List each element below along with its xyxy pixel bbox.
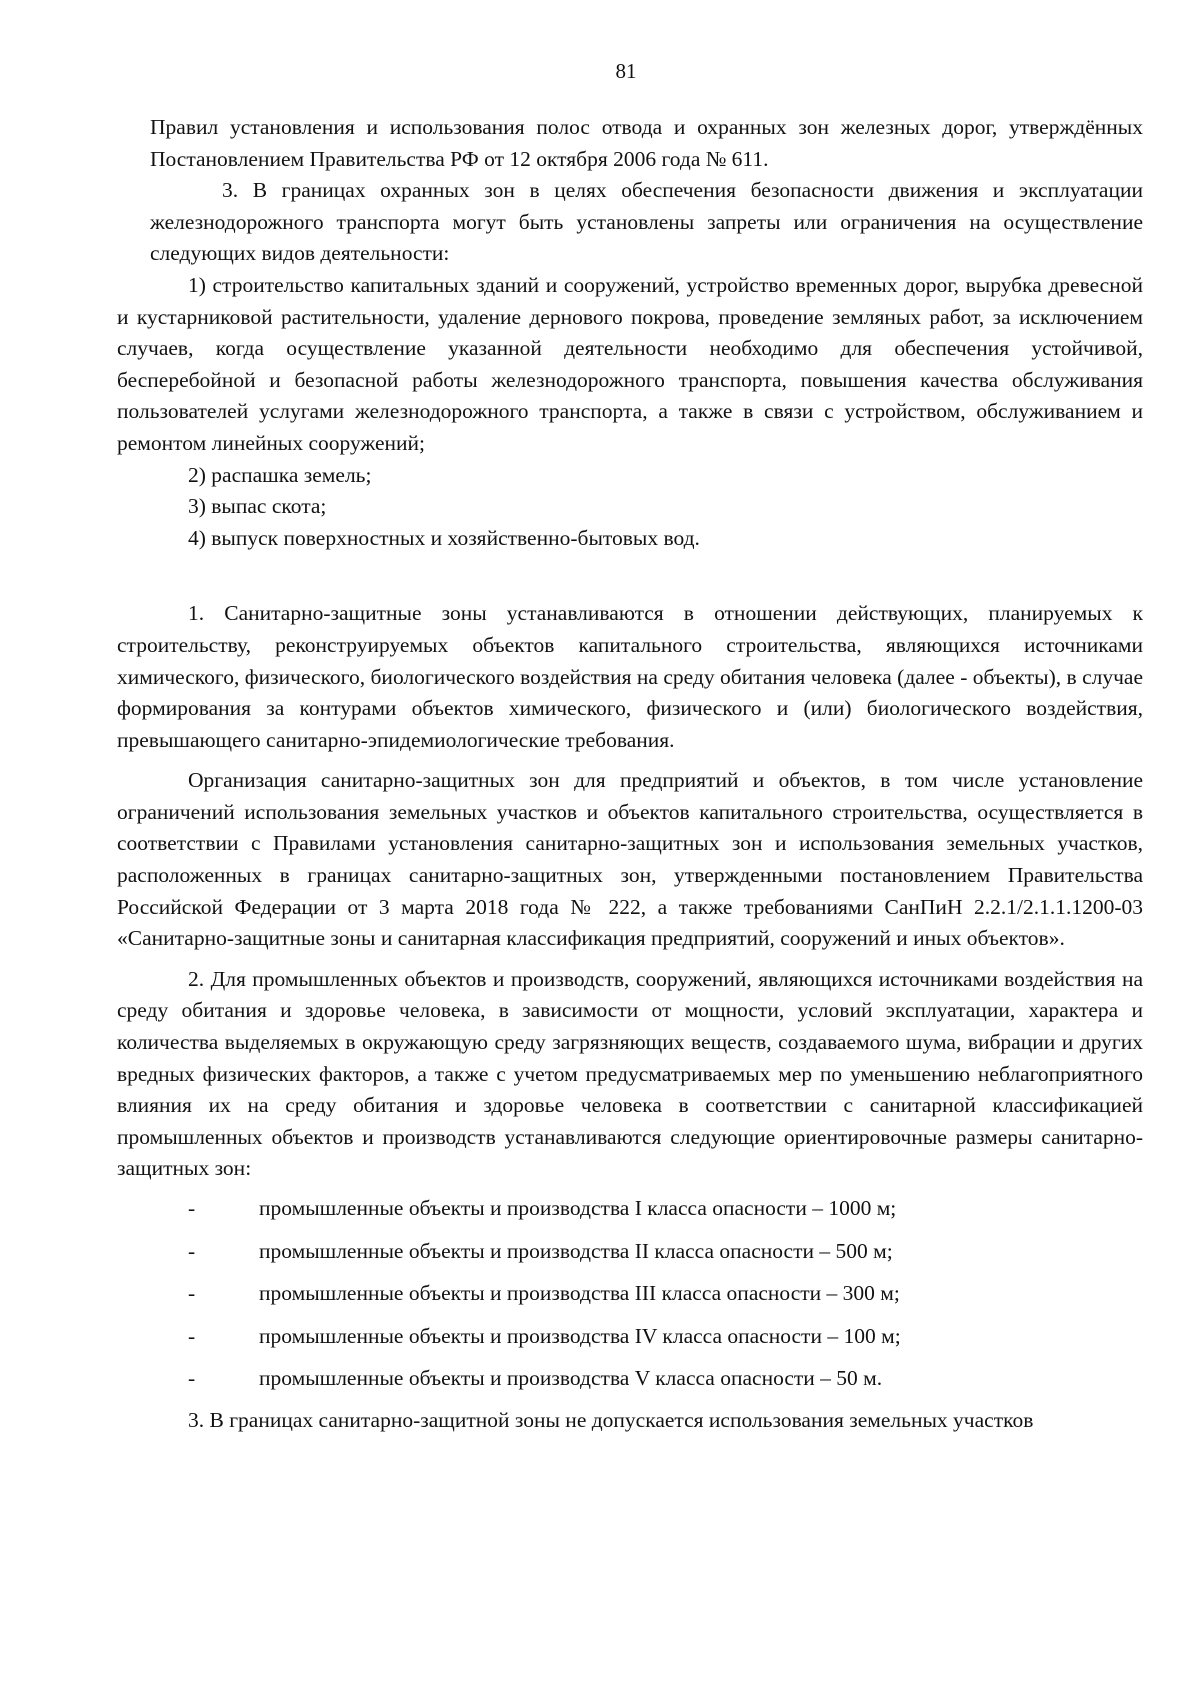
list-item — [117, 1321, 1143, 1353]
paragraph-sanitary-zones-3: 3. В границах санитарно-защитной зоны не допускается использования земельных участков — [188, 1407, 1034, 1432]
document-body — [117, 112, 1143, 1437]
list-item-text: промышленные объекты и производства V класса опасности – 50 м. — [259, 1366, 883, 1391]
paragraph-sanitary-zones-2: 2. Для промышленных объектов и производств, сооружений, являющихся источниками воздействия на среду обитания и здоровье человека, в зависимости от мощности, условий эксплуатации, характера и количества выделяемых в окружающую среду загрязняющих веществ, создаваемого шума, вибрации и других вредных физических факторов, а также с учетом предусматриваемых мер по уменьшению неблагоприятного влияния их на среду обитания и здоровье человека в соответствии с санитарной классификацией промышленных объектов и производств устанавливаются следующие ориентировочные размеры санитарно-защитных зон: — [117, 966, 1143, 1181]
list-item — [117, 1278, 1143, 1310]
paragraph-item-1: 1) строительство капитальных зданий и сооружений, устройство временных дорог, вырубка древесной и кустарниковой растительности, удаление дернового покрова, проведение земляных работ, за исключением случаев, когда осуществление указанной деятельности необходимо для обеспечения устойчивой, бесперебойной и безопасной работы железнодорожного транспорта, повышения качества обслуживания пользователей услугами железнодорожного транспорта, а также в связи с устройством, обслуживанием и ремонтом линейных сооружений; — [117, 272, 1143, 455]
list-dash: - — [188, 1238, 196, 1263]
list-dash: - — [188, 1196, 196, 1220]
hazard-class-list — [117, 1193, 1143, 1395]
list-dash: - — [188, 1323, 196, 1348]
paragraph-sanitary-zones-organization: Организация санитарно-защитных зон для предприятий и объектов, в том числе установление ограничений использования земельных участков и объектов капитального строительства, осуществляется в соответствии с Правилами установления санитарно-защитных зон и использования земельных участков, расположенных в границах санитарно-защитных зон, утвержденными постановлением Правительства Российской Федерации от 3 марта 2018 года № 222, а также требованиями СанПиН 2.2.1/2.1.1.1200-03 «Санитарно-защитные зоны и санитарная классификация предприятий, сооружений и иных объектов». — [117, 768, 1143, 951]
paragraph-sanitary-zones-1: 1. Санитарно-защитные зоны устанавливаются в отношении действующих, планируемых к строительству, реконструируемых объектов капитального строительства, являющихся источниками химического, физического, биологического воздействия на среду обитания человека (далее - объекты), в случае формирования за контурами объектов химического, физического и (или) биологического воздействия, превышающего санитарно-эпидемиологические требования. — [117, 601, 1143, 752]
page-number: 81 — [615, 59, 637, 83]
paragraph-item-3: 3) выпас скота; — [188, 494, 327, 519]
list-item-text: промышленные объекты и производства III класса опасности – 300 м; — [259, 1281, 900, 1306]
paragraph-item-2: 2) распашка земель; — [188, 462, 372, 487]
paragraph-protection-zones: 3. В границах охранных зон в целях обеспечения безопасности движения и эксплуатации железнодорожного транспорта могут быть установлены запреты или ограничения на осуществление следующих видов деятельности: — [150, 178, 1143, 266]
list-item-text: промышленные объекты и производства II класса опасности – 500 м; — [259, 1238, 893, 1263]
paragraph-item-4: 4) выпуск поверхностных и хозяйственно-бытовых вод. — [188, 525, 700, 550]
list-dash: - — [188, 1281, 196, 1306]
paragraph-rules-continuation: Правил установления и использования полос отвода и охранных зон железных дорог, утверждённых Постановлением Правительства РФ от 12 октября 2006 года № 611. — [150, 115, 1143, 171]
list-item — [117, 1193, 1143, 1225]
list-item — [117, 1236, 1143, 1268]
list-item-text: промышленные объекты и производства I класса опасности – 1000 м; — [259, 1196, 897, 1220]
list-item-text: промышленные объекты и производства IV класса опасности – 100 м; — [259, 1323, 901, 1348]
list-item — [117, 1363, 1143, 1395]
list-dash: - — [188, 1366, 196, 1391]
